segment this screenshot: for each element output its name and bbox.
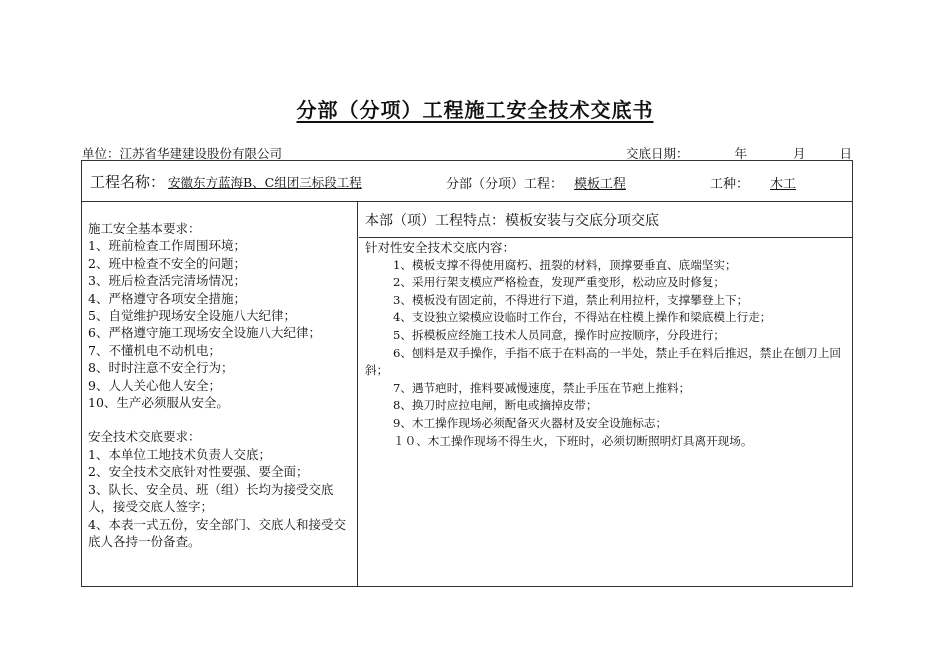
basic-requirements-heading: 施工安全基本要求： (88, 221, 201, 236)
requirements-column (82, 202, 358, 586)
basic-item: 9、人人关心他人安全； (88, 377, 221, 393)
content-item: 1、模板支撑不得使用腐朽、扭裂的材料，顶撑要垂直、底端坚实； (393, 257, 737, 272)
tech-item: 3、队长、安全员、班（组）长均为接受交底人，接受交底人签字； (88, 481, 334, 515)
year-label: 年 (734, 146, 747, 161)
safety-content (359, 239, 852, 586)
content-item: 2、采用行架支模应严格检查，发现严重变形，松动应及时修复； (393, 275, 726, 290)
basic-item: 8、时时注意不安全行为； (88, 360, 234, 376)
project-row (82, 161, 852, 202)
tech-item: 2、安全技术交底针对性要强、要全面； (88, 464, 309, 480)
month-label: 月 (792, 146, 806, 161)
features-heading: 本部（项）工程特点：模板安装与交底分项交底 (359, 202, 852, 238)
tech-item: 4、本表一式五份，安全部门、交底人和接受交底人各持一份备查。 (88, 516, 346, 549)
tech-requirements-heading: 安全技术交底要求： (88, 429, 201, 445)
project-name-label: 工程名称： (90, 173, 166, 191)
content-item: 5、拆模板应经施工技术人员同意，操作时应按顺序，分段进行； (393, 327, 726, 342)
subproject-value: 模板工程 (574, 177, 627, 192)
content-item: 4、支设独立梁模应设临时工作台，不得站在柱模上操作和梁底模上行走； (393, 310, 772, 325)
content-item: 6、刨料是双手操作，手指不底于在料高的一半处，禁止手在料后推迟，禁止在刨刀上回斜； (365, 345, 841, 378)
basic-item: 3、班后检查活完清场情况； (88, 273, 246, 289)
work-type-value: 木工 (770, 177, 797, 192)
basic-item: 4、严格遵守各项安全措施； (88, 290, 246, 306)
unit-label: 单位：江苏省华建建设股份有限公司 (82, 146, 283, 161)
project-name-value: 安徽东方蓝海B、C组团三标段工程 (168, 175, 362, 190)
basic-item: 5、自觉维护现场安全设施八大纪律； (88, 308, 296, 324)
content-item: １０、木工操作现场不得生火，下班时，必须切断照明灯具离开现场。 (393, 433, 753, 448)
content-item: 9、木工操作现场必须配备灭火器材及安全设施标志； (393, 415, 668, 430)
document-title: 分部（分项）工程施工安全技术交底书 (296, 98, 654, 122)
basic-item: 2、班中检查不安全的问题； (88, 255, 246, 271)
form-table (81, 160, 853, 587)
spacer (88, 411, 357, 428)
date-label: 交底日期： (625, 146, 689, 161)
basic-item: 10、生产必须服从安全。 (88, 395, 229, 411)
basic-item: 1、班前检查工作周围环境； (88, 238, 246, 254)
basic-item: 7、不懂机电不动机电； (88, 342, 221, 358)
tech-item: 1、本单位工地技术负责人交底； (88, 446, 271, 462)
content-item: 8、换刀时应拉电闸，断电或摘掉皮带； (393, 398, 598, 413)
content-intro: 针对性安全技术交底内容： (365, 240, 516, 255)
content-item: 3、模板没有固定前，不得进行下道，禁止利用拉杆，支撑攀登上下； (393, 292, 749, 307)
basic-item: 6、严格遵守施工现场安全设施八大纪律； (88, 325, 321, 341)
work-type-label: 工种： (710, 177, 750, 192)
subproject-label: 分部（分项）工程： (446, 177, 564, 192)
content-item: 7、遇节疤时，推料要减慢速度，禁止手压在节疤上推料； (393, 380, 691, 395)
day-label: 日 (839, 146, 852, 161)
